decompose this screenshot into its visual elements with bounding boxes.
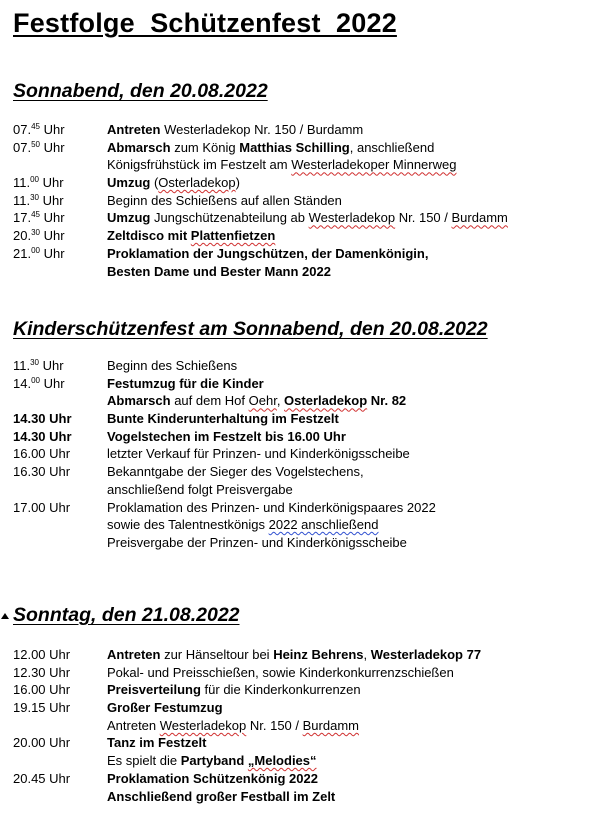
schedule-row [0, 245, 590, 263]
schedule-description: Es spielt die Partyband „Melodies“ [107, 753, 317, 769]
schedule-row [0, 664, 590, 682]
schedule-row [0, 375, 590, 393]
schedule-description: Vogelstechen im Festzelt bis 16.00 Uhr [107, 428, 346, 444]
schedule-time: 12.00 Uhr [13, 647, 71, 662]
schedule-time: 12.30 Uhr [13, 664, 71, 680]
schedule-description: Umzug (Osterladekop) [107, 175, 240, 191]
section-title: Sonntag, den 21.08.2022 [13, 604, 240, 626]
schedule-description: sowie des Talentnestkönigs 2022 anschließend [107, 517, 379, 533]
schedule-description: Zeltdisco mit Plattenfietzen [107, 228, 276, 244]
schedule-description: Besten Dame und Bester Mann 2022 [107, 263, 331, 279]
schedule-row [0, 463, 590, 481]
schedule-description: anschließend folgt Preisvergabe [107, 481, 293, 497]
schedule-row [0, 481, 590, 499]
schedule-time: 21.00 Uhr [13, 245, 65, 261]
schedule-row [0, 699, 590, 717]
schedule-time: 07.45 Uhr [13, 122, 65, 137]
schedule-row [0, 717, 590, 735]
schedule-description: Großer Festumzug [107, 700, 223, 716]
schedule-description: Antreten Westerladekop Nr. 150 / Burdamm [107, 122, 364, 137]
schedule-description: Tanz im Festzelt [107, 735, 207, 751]
schedule-row [0, 681, 590, 699]
schedule-description: Bunte Kinderunterhaltung im Festzelt [107, 411, 339, 427]
schedule-row [0, 410, 590, 428]
schedule-description: Bekanntgabe der Sieger des Vogelstechens, [107, 464, 364, 480]
schedule-time: 07.50 Uhr [13, 139, 65, 155]
schedule-row [0, 227, 590, 245]
schedule-time: 20.30 Uhr [13, 228, 65, 244]
schedule-description: Antreten Westerladekop Nr. 150 / Burdamm [107, 717, 359, 733]
schedule-time: 11.00 Uhr [13, 175, 64, 191]
schedule-description: Proklamation des Prinzen- und Kinderkönigspaares 2022 [107, 499, 436, 515]
schedule-row [0, 357, 590, 375]
schedule-time: 19.15 Uhr [13, 700, 71, 716]
schedule-row [0, 516, 590, 534]
schedule-time: 16.00 Uhr [13, 682, 71, 698]
schedule-row [0, 392, 590, 410]
schedule-row [0, 192, 590, 210]
schedule-description: Beginn des Schießens auf allen Ständen [107, 192, 342, 208]
schedule-description: Preisverteilung für die Kinderkonkurrenzen [107, 682, 361, 698]
schedule-time: 14.00 Uhr [13, 375, 65, 391]
schedule-time: 17.45 Uhr [13, 210, 65, 226]
schedule-time: 16.00 Uhr [13, 446, 71, 462]
schedule-row [0, 121, 590, 139]
schedule-row [0, 752, 590, 770]
schedule-description: Pokal- und Preisschießen, sowie Kinderkonkurrenzschießen [107, 664, 454, 680]
schedule-time: 17.00 Uhr [13, 499, 71, 515]
schedule-time: 20.45 Uhr [13, 770, 71, 786]
schedule-list [0, 357, 590, 552]
schedule-row [0, 174, 590, 192]
schedule-time: 14.30 Uhr [13, 428, 72, 444]
schedule-row [0, 646, 590, 664]
schedule-row [0, 428, 590, 446]
schedule-description: Proklamation Schützenkönig 2022 [107, 770, 318, 786]
section-title: Sonnabend, den 20.08.2022 [13, 80, 268, 102]
schedule-description: Festumzug für die Kinder [107, 375, 264, 391]
schedule-time: 14.30 Uhr [13, 411, 72, 427]
schedule-description: Königsfrühstück im Festzelt am Westerladekoper Minnerweg [107, 157, 457, 173]
schedule-description: Abmarsch zum König Matthias Schilling, anschließend [107, 139, 435, 155]
schedule-description: Proklamation der Jungschützen, der Damenkönigin, [107, 245, 429, 261]
document-title: Festfolge Schützenfest 2022 [13, 8, 397, 38]
schedule-row [0, 209, 590, 227]
schedule-description: Antreten zur Hänseltour bei Heinz Behrens, Westerladekop 77 [107, 647, 482, 662]
collapse-marker-icon[interactable] [1, 613, 9, 619]
section-title: Kinderschützenfest am Sonnabend, den 20.08.2022 [13, 318, 488, 340]
schedule-description: Umzug Jungschützenabteilung ab Westerladekop Nr. 150 / Burdamm [107, 210, 508, 226]
schedule-row [0, 156, 590, 174]
schedule-list [0, 121, 590, 280]
schedule-description: letzter Verkauf für Prinzen- und Kinderkönigsscheibe [107, 446, 410, 462]
schedule-row [0, 734, 590, 752]
schedule-row [0, 499, 590, 517]
schedule-time: 16.30 Uhr [13, 464, 71, 480]
schedule-row [0, 445, 590, 463]
schedule-description: Preisvergabe der Prinzen- und Kinderkönigsscheibe [107, 534, 407, 550]
schedule-description: Anschließend großer Festball im Zelt [107, 788, 336, 804]
schedule-row [0, 263, 590, 281]
schedule-time: 11.30 Uhr [13, 358, 64, 373]
schedule-row [0, 534, 590, 552]
schedule-list [0, 646, 590, 805]
schedule-row [0, 139, 590, 157]
schedule-description: Beginn des Schießens [107, 358, 238, 373]
schedule-description: Abmarsch auf dem Hof Oehr, Osterladekop Nr. 82 [107, 393, 407, 409]
schedule-row [0, 788, 590, 806]
schedule-time: 20.00 Uhr [13, 735, 71, 751]
schedule-row [0, 770, 590, 788]
schedule-time: 11.30 Uhr [13, 192, 64, 208]
